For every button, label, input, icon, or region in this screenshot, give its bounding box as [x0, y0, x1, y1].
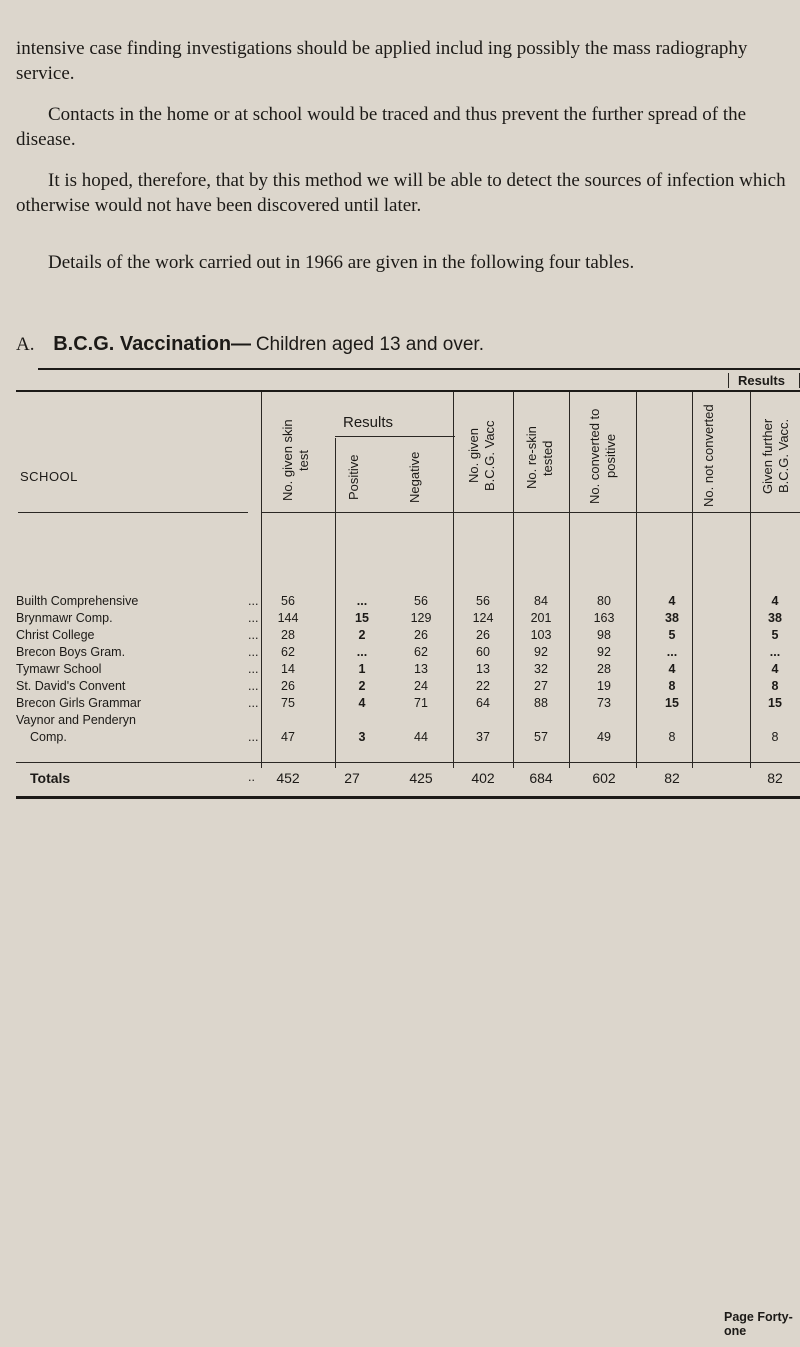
cell-skin-test: 47 [281, 730, 295, 744]
total-negative: 425 [409, 770, 433, 786]
section-heading [16, 333, 484, 356]
results-group-rule [335, 436, 455, 437]
row-leader-dots: ... [248, 679, 259, 693]
cell-skin-test: 26 [281, 679, 295, 693]
row-leader-dots: ... [248, 594, 259, 608]
cell-converted: 80 [597, 594, 611, 608]
cell-reskin: 92 [534, 645, 548, 659]
bcg-vaccination-table [0, 368, 800, 828]
cell-positive: 1 [358, 662, 366, 676]
cell-reskin: 84 [534, 594, 548, 608]
cell-reskin: 32 [534, 662, 548, 676]
cell-bcg: 56 [476, 594, 490, 608]
intro-paragraph-3: It is hoped, therefore, that by this method we will be able to detect the sources of infection which otherwise would not have been discovered until later. [16, 170, 786, 216]
row-school-name: Christ College [16, 628, 95, 642]
row-leader-dots: ... [248, 696, 259, 710]
header-reskin-tested: No. re-skin tested [524, 426, 555, 490]
cell-skin-test: 62 [281, 645, 295, 659]
cell-further: 15 [768, 696, 782, 710]
section-label: A. [16, 334, 35, 355]
cell-skin-test: 28 [281, 628, 295, 642]
cell-bcg: 60 [476, 645, 490, 659]
cell-converted: 19 [597, 679, 611, 693]
cell-not-converted: 15 [665, 696, 679, 710]
cell-reskin: 201 [530, 611, 552, 625]
results-group-header: Results [342, 414, 394, 431]
header-bcg-vacc: No. given B.C.G. Vacc [466, 420, 497, 491]
totals-label: Totals [30, 770, 71, 786]
table-row [0, 730, 800, 747]
cell-negative: 62 [414, 645, 428, 659]
row-school-name: Brynmawr Comp. [16, 611, 113, 625]
cell-not-converted: 38 [665, 611, 679, 625]
header-negative: Negative [407, 451, 422, 503]
intro-paragraph-1: intensive case finding investigations should be applied includ ing possibly the mass radiography service. [16, 38, 748, 84]
row-school-name: St. David's Convent [16, 679, 126, 693]
row-school-name: Brecon Boys Gram. [16, 645, 126, 659]
cell-positive: 2 [358, 628, 366, 642]
cell-skin-test: 144 [277, 611, 299, 625]
cell-bcg: 37 [476, 730, 490, 744]
cell-bcg: 64 [476, 696, 490, 710]
cell-negative: 56 [414, 594, 428, 608]
row-school-name: Brecon Girls Grammar [16, 696, 142, 710]
cell-bcg: 124 [472, 611, 494, 625]
totals-leader-dots: .. [248, 770, 255, 784]
cell-reskin: 88 [534, 696, 548, 710]
table-row [0, 645, 800, 662]
table-header-rule [16, 390, 800, 392]
school-header-rule [18, 512, 248, 513]
row-leader-dots: ... [248, 662, 259, 676]
cell-not-converted: ... [666, 645, 678, 659]
cell-negative: 26 [414, 628, 428, 642]
cell-negative: 24 [414, 679, 428, 693]
cell-further: 4 [771, 594, 779, 608]
table-top-rule [38, 368, 800, 370]
total-reskin: 684 [529, 770, 553, 786]
header-not-converted: No. not converted [701, 404, 716, 508]
cell-converted: 73 [597, 696, 611, 710]
cell-not-converted: 5 [668, 628, 676, 642]
cell-further: ... [769, 645, 781, 659]
cell-bcg: 13 [476, 662, 490, 676]
cell-reskin: 103 [530, 628, 552, 642]
row-school-name: Builth Comprehensive [16, 594, 139, 608]
cell-negative: 129 [410, 611, 432, 625]
row-leader-dots: ... [248, 611, 259, 625]
data-header-rule [262, 512, 800, 513]
cell-negative: 13 [414, 662, 428, 676]
cell-further: 8 [771, 730, 779, 744]
cell-negative: 44 [414, 730, 428, 744]
results-banner-tick-left [728, 373, 729, 388]
header-positive: Positive [346, 454, 361, 500]
results-banner: Results [738, 373, 785, 388]
intro-paragraph-4: Details of the work carried out in 1966 are given in the following four tables. [48, 252, 635, 273]
cell-reskin: 57 [534, 730, 548, 744]
cell-skin-test: 14 [281, 662, 295, 676]
cell-converted: 49 [597, 730, 611, 744]
school-column-header: SCHOOL [20, 469, 78, 484]
cell-further: 5 [771, 628, 779, 642]
row-school-name: Vaynor and Penderyn [16, 713, 136, 727]
cell-further: 38 [768, 611, 782, 625]
row-leader-dots: ... [248, 628, 259, 642]
row-school-name-continued: Comp. [30, 730, 67, 744]
row-school-name: Tymawr School [16, 662, 102, 676]
table-row [0, 594, 800, 611]
table-row [0, 679, 800, 696]
total-positive: 27 [344, 770, 360, 786]
total-further: 82 [767, 770, 783, 786]
cell-bcg: 26 [476, 628, 490, 642]
cell-positive: 15 [355, 611, 369, 625]
intro-paragraph-2: Contacts in the home or at school would be traced and thus prevent the further spread of the disease. [16, 104, 747, 150]
cell-converted: 98 [597, 628, 611, 642]
totals-row [0, 770, 800, 787]
cell-positive: 4 [358, 696, 366, 710]
header-skin-test: No. given skin test [280, 419, 311, 502]
cell-positive: 3 [358, 730, 366, 744]
totals-top-rule [16, 762, 800, 763]
header-further-bcg: Given further B.C.G. Vacc. [760, 418, 791, 494]
table-bottom-rule [16, 796, 800, 799]
cell-bcg: 22 [476, 679, 490, 693]
cell-converted: 92 [597, 645, 611, 659]
total-bcg: 402 [471, 770, 495, 786]
cell-further: 4 [771, 662, 779, 676]
cell-positive: ... [356, 645, 368, 659]
cell-converted: 28 [597, 662, 611, 676]
cell-skin-test: 56 [281, 594, 295, 608]
section-subtitle: Children aged 13 and over. [255, 334, 484, 355]
cell-reskin: 27 [534, 679, 548, 693]
total-converted: 602 [592, 770, 616, 786]
cell-positive: ... [356, 594, 368, 608]
table-row [0, 696, 800, 713]
header-converted: No. converted to positive [587, 408, 618, 504]
table-row [0, 628, 800, 645]
cell-negative: 71 [414, 696, 428, 710]
row-leader-dots: ... [248, 645, 259, 659]
cell-not-converted: 4 [668, 594, 676, 608]
total-skin-test: 452 [276, 770, 300, 786]
cell-skin-test: 75 [281, 696, 295, 710]
cell-further: 8 [771, 679, 779, 693]
section-title: B.C.G. Vaccination— [53, 333, 252, 355]
cell-not-converted: 4 [668, 662, 676, 676]
table-row [0, 662, 800, 679]
row-leader-dots: ... [248, 730, 259, 744]
table-row [0, 611, 800, 628]
cell-converted: 163 [593, 611, 615, 625]
page-footer: Page Forty-one [724, 1310, 793, 1338]
total-not-converted: 82 [664, 770, 680, 786]
table-row [0, 713, 800, 730]
cell-not-converted: 8 [668, 730, 676, 744]
cell-positive: 2 [358, 679, 366, 693]
cell-not-converted: 8 [668, 679, 676, 693]
